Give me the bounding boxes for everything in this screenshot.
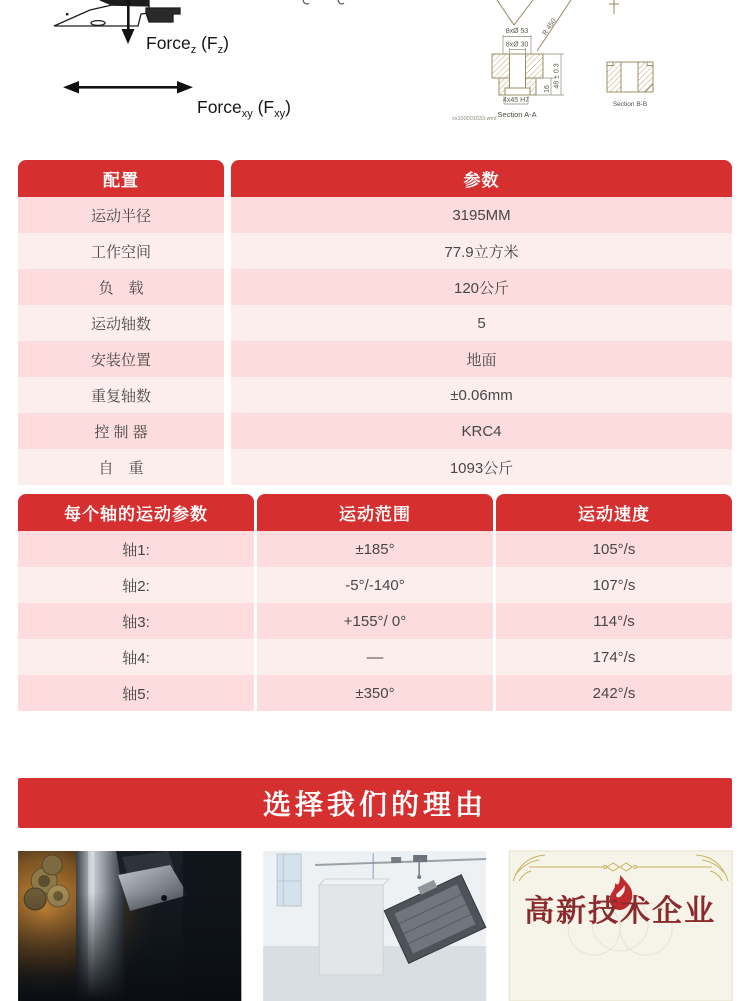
config-value-cell: 77.9立方米 (231, 233, 732, 269)
config-table (18, 160, 732, 485)
config-label-cell: 工作空间 (18, 233, 224, 269)
force-xy-arrow (63, 81, 193, 94)
dim-bolt-circle-outer-label: 8xØ 53 (505, 28, 529, 35)
window (277, 854, 301, 906)
certificate-title: 高新技术企业 (523, 895, 716, 928)
config-label-cell: 自 重 (18, 449, 224, 485)
axis-speed-cell: 242°/s (496, 675, 732, 711)
config-value-cell: 地面 (231, 341, 732, 377)
axis-label-cell: 轴4: (18, 639, 254, 675)
drawing-file-reference: xx100001033.wmf (452, 116, 497, 122)
force-xy-label: Force$_{xy}$ $(F_{xy})$ (197, 97, 291, 120)
dim-radius-label: R 450 (541, 17, 558, 37)
axis-table-header-params: 每个轴的运动参数 (18, 494, 254, 531)
config-table-header-config: 配置 (18, 160, 224, 197)
axis-table-header-range: 运动范围 (257, 494, 493, 531)
axis-range-cell: ±350° (257, 675, 493, 711)
axis-speed-cell: 105°/s (496, 531, 732, 567)
config-label-cell: 运动半径 (18, 197, 224, 233)
section-a-a-caption: Section A-A (497, 110, 537, 119)
force-z-label: Force$_z$ $(F_z)$ (146, 33, 229, 56)
config-value-cell: ±0.06mm (231, 377, 732, 413)
config-label-cell: 运动轴数 (18, 305, 224, 341)
config-label-cell: 安装位置 (18, 341, 224, 377)
config-value-cell: 120公斤 (231, 269, 732, 305)
axis-label-cell: 轴3: (18, 603, 254, 639)
axis-range-cell: +155°/ 0° (257, 603, 493, 639)
axis-label-cell: 轴5: (18, 675, 254, 711)
axis-speed-cell: 114°/s (496, 603, 732, 639)
axis-range-cell: –– (257, 639, 493, 675)
axis-table-header-speed: 运动速度 (496, 494, 732, 531)
config-value-cell: KRC4 (231, 413, 732, 449)
section-b-b-drawing (607, 62, 653, 92)
gallery-image-machining-closeup[interactable] (18, 851, 241, 1001)
axis-range-cell: -5°/-140° (257, 567, 493, 603)
axis-range-cell: ±185° (257, 531, 493, 567)
config-table-header-param: 参数 (231, 160, 732, 197)
config-value-cell: 3195MM (231, 197, 732, 233)
gallery-image-certificate[interactable] (509, 851, 732, 1001)
dim-height-label: 48 ± 0.3 (553, 63, 561, 89)
config-label-cell: 控 制 器 (18, 413, 224, 449)
config-value-cell: 1093公斤 (231, 449, 732, 485)
dim-depth-label: 16 (544, 85, 551, 93)
photo-gallery (18, 851, 732, 1001)
dim-bolt-circle-inner-label: 8xØ 30 (505, 41, 529, 49)
axis-speed-cell: 107°/s (496, 567, 732, 603)
axis-table (18, 494, 732, 711)
gallery-image-workshop[interactable] (263, 851, 486, 1001)
dim-fit-label: 4x45 H7 (502, 97, 530, 104)
technical-diagrams (0, 0, 750, 150)
section-banner-title: 选择我们的理由 (18, 778, 732, 828)
section-b-b-caption: Section B-B (612, 101, 648, 108)
config-value-cell: 5 (231, 305, 732, 341)
robot-base-line-art (54, 0, 180, 26)
cropped-label-fragments (303, 0, 344, 4)
config-label-cell: 重复轴数 (18, 377, 224, 413)
section-a-a-drawing (492, 54, 543, 95)
config-label-cell: 负 载 (18, 269, 224, 305)
axis-label-cell: 轴1: (18, 531, 254, 567)
axis-label-cell: 轴2: (18, 567, 254, 603)
machine-bed-box (319, 879, 389, 975)
axis-speed-cell: 174°/s (496, 639, 732, 675)
